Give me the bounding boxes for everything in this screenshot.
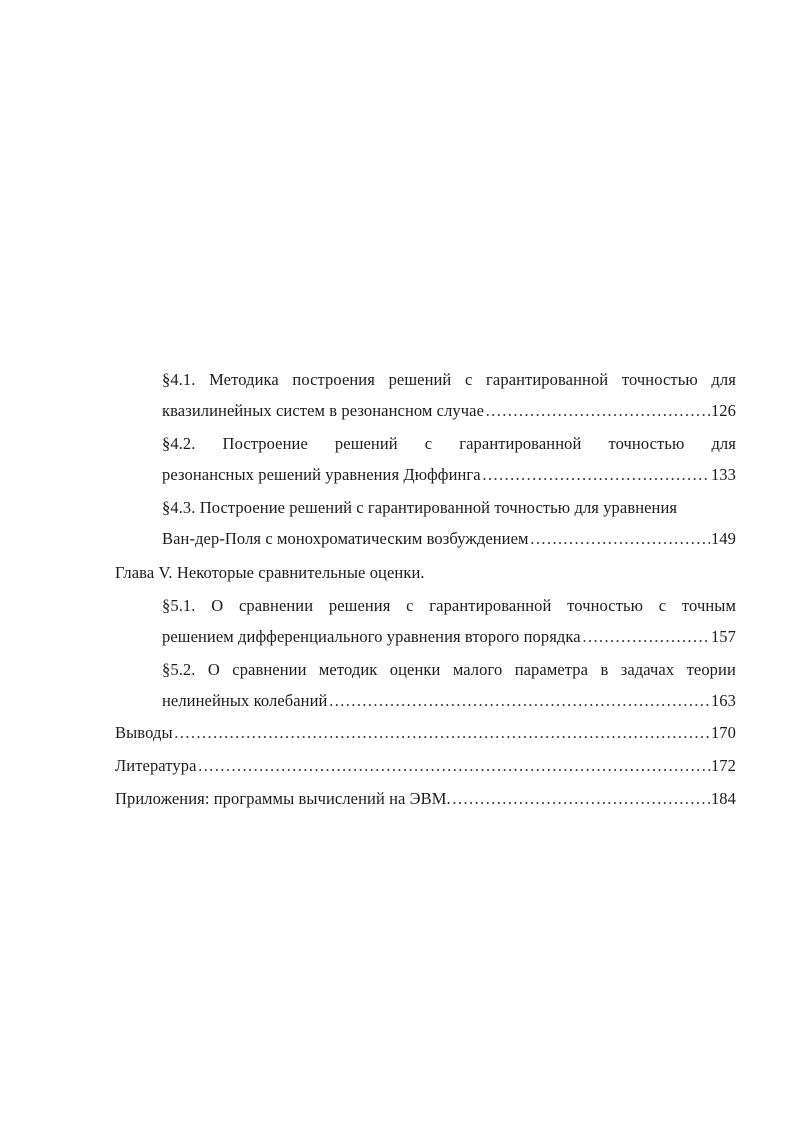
toc-entry-text: решением дифференциального уравнения второго порядка	[162, 627, 581, 646]
chapter-title: Глава V. Некоторые сравнительные оценки.	[115, 563, 425, 582]
toc-word: О	[211, 596, 224, 615]
toc-page-number: 157	[710, 627, 736, 646]
toc-word: для	[711, 370, 736, 389]
toc-word: гарантированной	[429, 596, 552, 615]
toc-word: оценки	[389, 660, 441, 679]
toc-word: точным	[681, 596, 736, 615]
toc-page-number: 172	[710, 756, 736, 775]
toc-entry-conclusions	[115, 723, 736, 743]
toc-chapter-5-title	[115, 563, 425, 583]
dot-leader	[198, 756, 710, 776]
toc-entry-text: Приложения: программы вычислений на ЭВМ.	[115, 789, 451, 808]
toc-word: с	[406, 596, 414, 615]
toc-page-number: 163	[710, 691, 736, 710]
toc-entry-text: Ван-дер-Поля с монохроматическим возбуждением	[162, 529, 529, 548]
toc-word: построения	[292, 370, 375, 389]
toc-word: решений	[388, 370, 452, 389]
dot-leader	[482, 465, 710, 485]
toc-word: сравнении	[238, 596, 314, 615]
toc-entry-4-3-line2	[162, 529, 736, 549]
toc-word: с	[464, 370, 473, 389]
toc-word: точностью	[608, 434, 685, 453]
toc-word: точностью	[621, 370, 698, 389]
toc-entry-5-1-line1	[162, 596, 736, 616]
toc-entry-5-2-line2	[162, 691, 736, 711]
dot-leader	[530, 529, 710, 549]
toc-word: §5.2.	[162, 660, 196, 679]
toc-word: с	[424, 434, 433, 453]
toc-entry-text: нелинейных колебаний	[162, 691, 328, 710]
toc-entry-5-2-line1	[162, 660, 736, 680]
dot-leader	[174, 723, 710, 743]
toc-word: Построение	[222, 434, 308, 453]
toc-word: гарантированной	[459, 434, 582, 453]
toc-page-number: 149	[710, 529, 736, 548]
toc-entry-4-3-line1	[162, 498, 736, 518]
toc-word: задачах	[620, 660, 675, 679]
dot-leader	[485, 401, 710, 421]
toc-entry-text: Выводы	[115, 723, 173, 742]
toc-word: Методика	[209, 370, 279, 389]
dot-leader	[582, 627, 710, 647]
toc-word: методик	[318, 660, 378, 679]
toc-entry-text: квазилинейных систем в резонансном случае	[162, 401, 485, 420]
toc-word: сравнении	[232, 660, 307, 679]
toc-entry-4-1-line1	[162, 370, 736, 390]
toc-entry-text: резонансных решений уравнения Дюффинга	[162, 465, 481, 484]
toc-word: гарантированной	[486, 370, 609, 389]
toc-page-number: 133	[710, 465, 736, 484]
toc-entry-5-1-line2	[162, 627, 736, 647]
toc-word: решений	[334, 434, 398, 453]
toc-entry-text: Литература	[115, 756, 197, 775]
toc-page-number: 170	[710, 723, 736, 742]
toc-page-number: 184	[710, 789, 736, 808]
toc-entry-text: §4.3. Построение решений с гарантированной точностью для уравнения	[162, 498, 678, 517]
toc-page-number: 126	[710, 401, 736, 420]
toc-word: параметра	[514, 660, 589, 679]
dot-leader	[328, 691, 709, 711]
toc-word: решения	[328, 596, 391, 615]
dot-leader	[452, 789, 710, 809]
toc-entry-4-2-line2	[162, 465, 736, 485]
toc-word: для	[711, 434, 736, 453]
toc-entry-appendix	[115, 789, 736, 809]
toc-word: §4.2.	[162, 434, 196, 453]
toc-word: §4.1.	[162, 370, 196, 389]
toc-word: теории	[686, 660, 736, 679]
toc-entry-literature	[115, 756, 736, 776]
toc-word: О	[207, 660, 220, 679]
toc-word: малого	[452, 660, 503, 679]
toc-entry-4-1-line2	[162, 401, 736, 421]
toc-entry-4-2-line1	[162, 434, 736, 454]
toc-word: §5.1.	[162, 596, 196, 615]
toc-word: в	[600, 660, 609, 679]
toc-word: с	[658, 596, 667, 615]
toc-word: точностью	[567, 596, 644, 615]
